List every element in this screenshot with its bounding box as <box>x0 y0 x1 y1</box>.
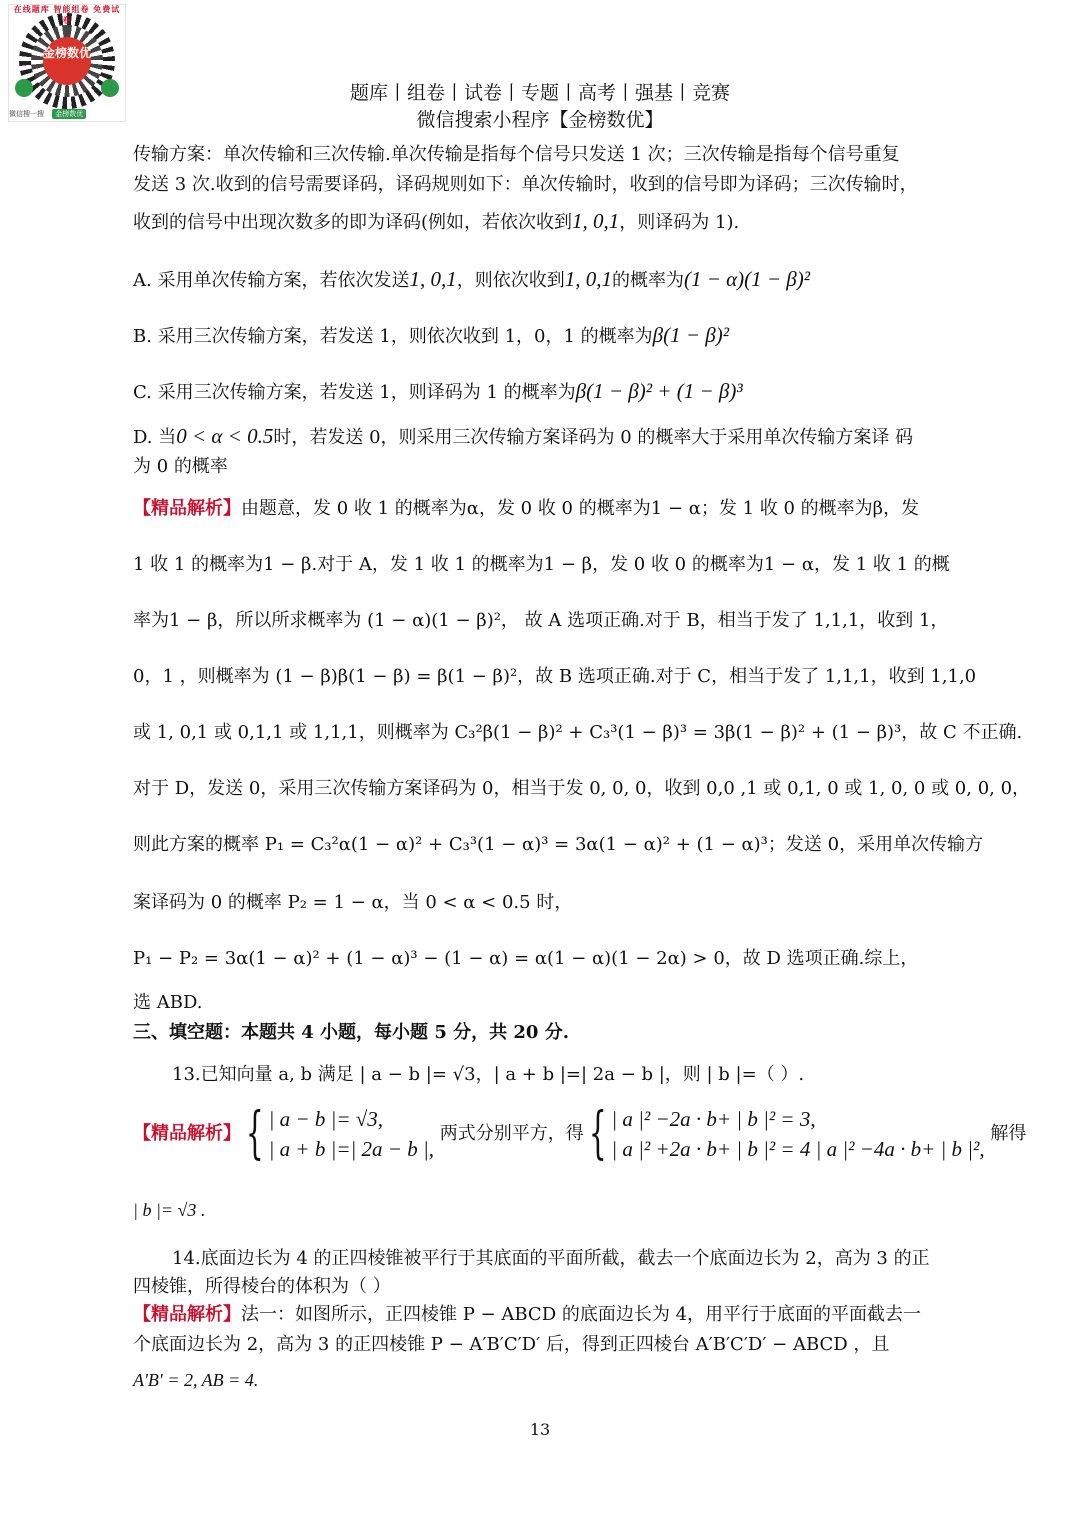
solution-13: 【精品解析】{ | a − b |= √3, | a + b |=| 2a − b |, 两式分别平方，得{ | a |² −2a · b+ | b |² = 3, | a |² +2a · b+ | b |² = 4 | a |² −4a · b+ | b |², 解得 <box>133 1101 1027 1166</box>
section-heading: 三、填空题：本题共 4 小题，每小题 5 分，共 20 分. <box>133 1022 569 1043</box>
solution-13-answer: | b |= √3 . <box>133 1200 206 1220</box>
intro-line-2: 发送 3 次.收到的信号需要译码，译码规则如下：单次传输时，收到的信号即为译码；三次传输时， <box>133 174 918 195</box>
solution-12-line-9: P₁ − P₂ = 3α(1 − α)² + (1 − α)³ − (1 − α) = α(1 − α)(1 − 2α) > 0，故 D 选项正确.综上， <box>133 948 919 969</box>
qr-badge: 金榜数优 <box>43 37 91 85</box>
qr-top-text: 在线题库 智能组卷 免费试卷 <box>13 4 121 25</box>
option-c: C. 采用三次传输方案，若发送 1，则译码为 1 的概率为β(1 − β)² + (1 − β)³ <box>133 379 743 403</box>
left-brace: { <box>245 1101 264 1166</box>
equation-system-1: | a − b |= √3, | a + b |=| 2a − b |, <box>268 1107 434 1161</box>
solution-12-line-4: 0，1 ，则概率为 (1 − β)β(1 − β) = β(1 − β)²，故 B 选项正确.对于 C，相当于发了 1,1,1，收到 1,1,0 <box>133 666 977 687</box>
solution-12-line-2: 1 收 1 的概率为1 − β.对于 A，发 1 收 1 的概率为1 − β，发 0 收 0 的概率为1 − α，发 1 收 1 的概 <box>133 554 950 575</box>
solution-12-line-7: 则此方案的概率 P₁ = C₃²α(1 − α)² + C₃³(1 − α)³ = 3α(1 − α)² + (1 − α)³；发送 0，采用单次传输方 <box>133 834 984 855</box>
page-header <box>0 80 1080 134</box>
header-subtitle: 微信搜索小程序【金榜数优】 <box>416 109 664 131</box>
option-d: D. 当0 < α < 0.5时，若发送 0，则采用三次传输方案译码为 0 的概率大于采用单次传输方案译 码 <box>133 424 914 448</box>
solution-tag: 【精品解析】 <box>133 498 241 519</box>
header-nav: 题库丨组卷丨试卷丨专题丨高考丨强基丨竞赛 <box>349 82 730 104</box>
solution-12-line-6: 对于 D，发送 0，采用三次传输方案译码为 0，相当于发 0, 0, 0，收到 0,0 ,1 或 0,1, 0 或 1, 0, 0 或 0, 0, 0， <box>133 778 1031 799</box>
option-d-line-2: 为 0 的概率 <box>133 456 228 477</box>
option-a: A. 采用单次传输方案，若依次发送1, 0,1，则依次收到1, 0,1的概率为(1 − α)(1 − β)² <box>133 267 811 291</box>
intro-line-1: 传输方案：单次传输和三次传输.单次传输是指每个信号只发送 1 次；三次传输是指每个信号重复 <box>133 144 900 165</box>
solution-14-line-3: A′B′ = 2, AB = 4. <box>133 1370 259 1390</box>
solution-12-line-1: 【精品解析】由题意，发 0 收 1 的概率为α，发 0 收 0 的概率为1 − α；发 1 收 0 的概率为β，发 <box>133 498 920 519</box>
left-brace: { <box>588 1101 607 1166</box>
intro-line-3: 收到的信号中出现次数多的即为译码(例如，若依次收到1, 0,1，则译码为 1). <box>133 209 740 233</box>
page-number: 13 <box>529 1420 551 1439</box>
solution-12-line-3: 率为1 − β，所以所求概率为 (1 − α)(1 − β)²， 故 A 选项正确.对于 B，相当于发了 1,1,1，收到 1， <box>133 610 949 631</box>
solution-12-line-5: 或 1, 0,1 或 0,1,1 或 1,1,1，则概率为 C₃²β(1 − β)² + C₃³(1 − β)³ = 3β(1 − β)² + (1 − β)³，故 C 不正确. <box>133 722 1023 743</box>
solution-14-line-1: 【精品解析】法一：如图所示，正四棱锥 P − ABCD 的底面边长为 4，用平行于底面的平面截去一 <box>133 1304 922 1325</box>
question-14-line-2: 四棱锥，所得棱台的体积为（ ） <box>133 1276 391 1297</box>
solution-tag: 【精品解析】 <box>133 1304 241 1325</box>
solution-14-line-2: 个底面边长为 2，高为 3 的正四棱锥 P − A′B′C′D′ 后，得到正四棱台 A′B′C′D′ − ABCD ，且 <box>133 1334 890 1355</box>
option-b: B. 采用三次传输方案，若发送 1，则依次收到 1，0，1 的概率为β(1 − β)² <box>133 323 730 347</box>
wechat-search-label: 微信搜一搜 <box>9 110 44 118</box>
equation-system-2: | a |² −2a · b+ | b |² = 3, | a |² +2a · b+ | b |² = 4 | a |² −4a · b+ | b |², <box>611 1107 985 1161</box>
question-14-line-1: 14.底面边长为 4 的正四棱锥被平行于其底面的平面所截，截去一个底面边长为 2，高为 3 的正 <box>172 1248 930 1269</box>
question-13: 13.已知向量 a, b 满足 | a − b |= √3，| a + b |=| 2a − b |，则 | b |=（ ）. <box>172 1064 805 1085</box>
solution-12-line-8: 案译码为 0 的概率 P₂ = 1 − α，当 0 < α < 0.5 时， <box>133 892 573 913</box>
solution-12-line-10: 选 ABD. <box>133 992 203 1013</box>
qr-brand-button: 金榜数优 <box>52 109 86 119</box>
solution-tag: 【精品解析】 <box>133 1123 241 1144</box>
